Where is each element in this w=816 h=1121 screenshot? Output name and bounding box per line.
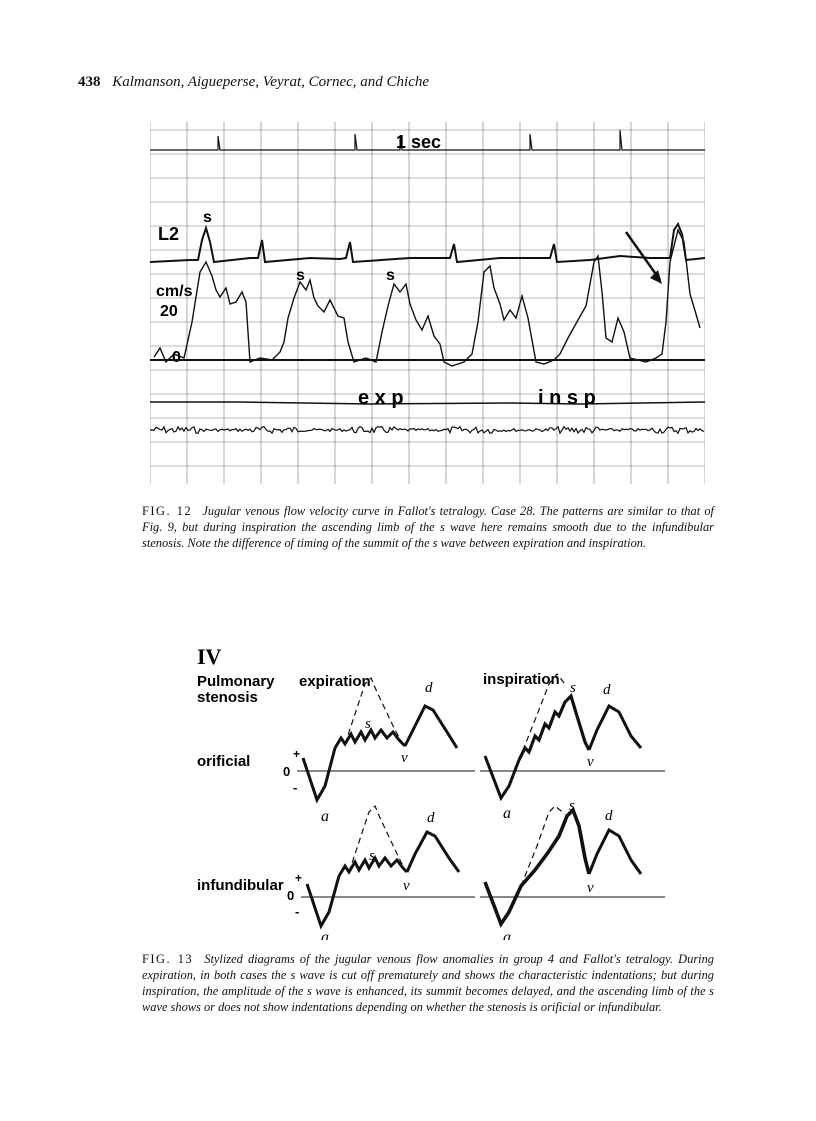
s-wave-label-2: s: [296, 267, 305, 284]
orificial-inspiration-curve: [485, 674, 641, 822]
wave-d-label-3: d: [427, 810, 435, 826]
wave-s-label-4: s: [569, 798, 575, 814]
wave-d-label-2: d: [603, 682, 611, 698]
figure-13-label: FIG. 13: [142, 952, 194, 966]
minus-sign-2: -: [295, 904, 300, 919]
figure-12-caption: [142, 503, 714, 551]
zero-label-1: 0: [283, 764, 291, 779]
wave-s-label-2: s: [570, 680, 576, 696]
plus-sign-2: +: [295, 871, 303, 885]
zero-label-2: 0: [287, 888, 295, 903]
wave-d-label-1: d: [425, 680, 433, 696]
wave-d-label-4: d: [605, 808, 613, 824]
condition-line-1: Pulmonary: [197, 673, 275, 690]
figure-13-svg: [185, 640, 685, 940]
figure-13-caption-text: Stylized diagrams of the jugular venous flow anomalies in group 4 and Fallot's tetralogy. During expiration, in both cases the s wave is cut off prematurely and shows the characteristic indentations; but during inspiration, the amplitude of the s wave is enhanced, its summit becomes delayed, and the ascending limb of the s wave shows or does not show indentations depending on whether the stenosis is orificial or infundibular.: [142, 952, 714, 1014]
lead-label: L2: [158, 224, 180, 244]
orificial-expiration-curve: [303, 678, 457, 825]
wave-a-label-1: a: [321, 808, 329, 825]
respiration-trace: [150, 402, 705, 404]
figure-13-caption: [142, 951, 714, 1015]
wave-v-label-1: v: [401, 750, 408, 766]
zero-label: 0: [172, 349, 181, 366]
author-list: Kalmanson, Aigueperse, Veyrat, Cornec, and Chiche: [112, 74, 430, 90]
ecg-trace: [150, 224, 705, 262]
figure-12-caption-text: Jugular venous flow velocity curve in Fallot's tetralogy. Case 28. The patterns are similar to that of Fig. 9, but during inspiration the ascending limb of the s wave here remains smooth due to the infundibular stenosis. Note the difference of timing of the summit of the s wave between expiration and inspiration.: [142, 504, 715, 550]
figure-12-label: FIG. 12: [142, 504, 193, 518]
arrow-head: [650, 270, 662, 284]
inspiration-column-label: inspiration: [483, 671, 560, 688]
s-wave-label-3: s: [386, 267, 395, 284]
one-second-label: 1 sec: [396, 132, 442, 152]
expiration-label: e x p: [358, 387, 404, 409]
figure-13-diagram: [185, 640, 685, 945]
figure-12-recording: [150, 122, 705, 489]
group-label: IV: [197, 644, 222, 669]
plus-sign-1: +: [293, 747, 301, 761]
inspiration-label: i n s p: [538, 387, 596, 409]
wave-v-label-2: v: [587, 754, 594, 770]
figure-12-svg: [150, 122, 705, 484]
page-number: 438: [78, 74, 101, 90]
phonocardiogram-trace: [150, 427, 704, 434]
s-wave-label-1: s: [203, 209, 212, 226]
wave-a-label-2: a: [503, 805, 511, 822]
twenty-label: 20: [160, 303, 178, 320]
running-header: [78, 74, 429, 91]
wave-a-label-3: a: [321, 929, 329, 940]
velocity-unit-label: cm/s: [156, 283, 193, 300]
wave-v-label-3: v: [403, 878, 410, 894]
wave-s-label-1: s: [365, 716, 371, 732]
minus-sign-1: -: [293, 780, 298, 795]
condition-line-2: stenosis: [197, 689, 258, 706]
infundibular-expiration-curve: [307, 806, 459, 940]
wave-a-label-4: a: [503, 929, 511, 940]
infundibular-row-label: infundibular: [197, 877, 284, 894]
orificial-row-label: orificial: [197, 753, 251, 770]
wave-v-label-4: v: [587, 880, 594, 896]
wave-s-label-3: s: [369, 848, 375, 864]
expiration-column-label: expiration: [299, 673, 371, 690]
